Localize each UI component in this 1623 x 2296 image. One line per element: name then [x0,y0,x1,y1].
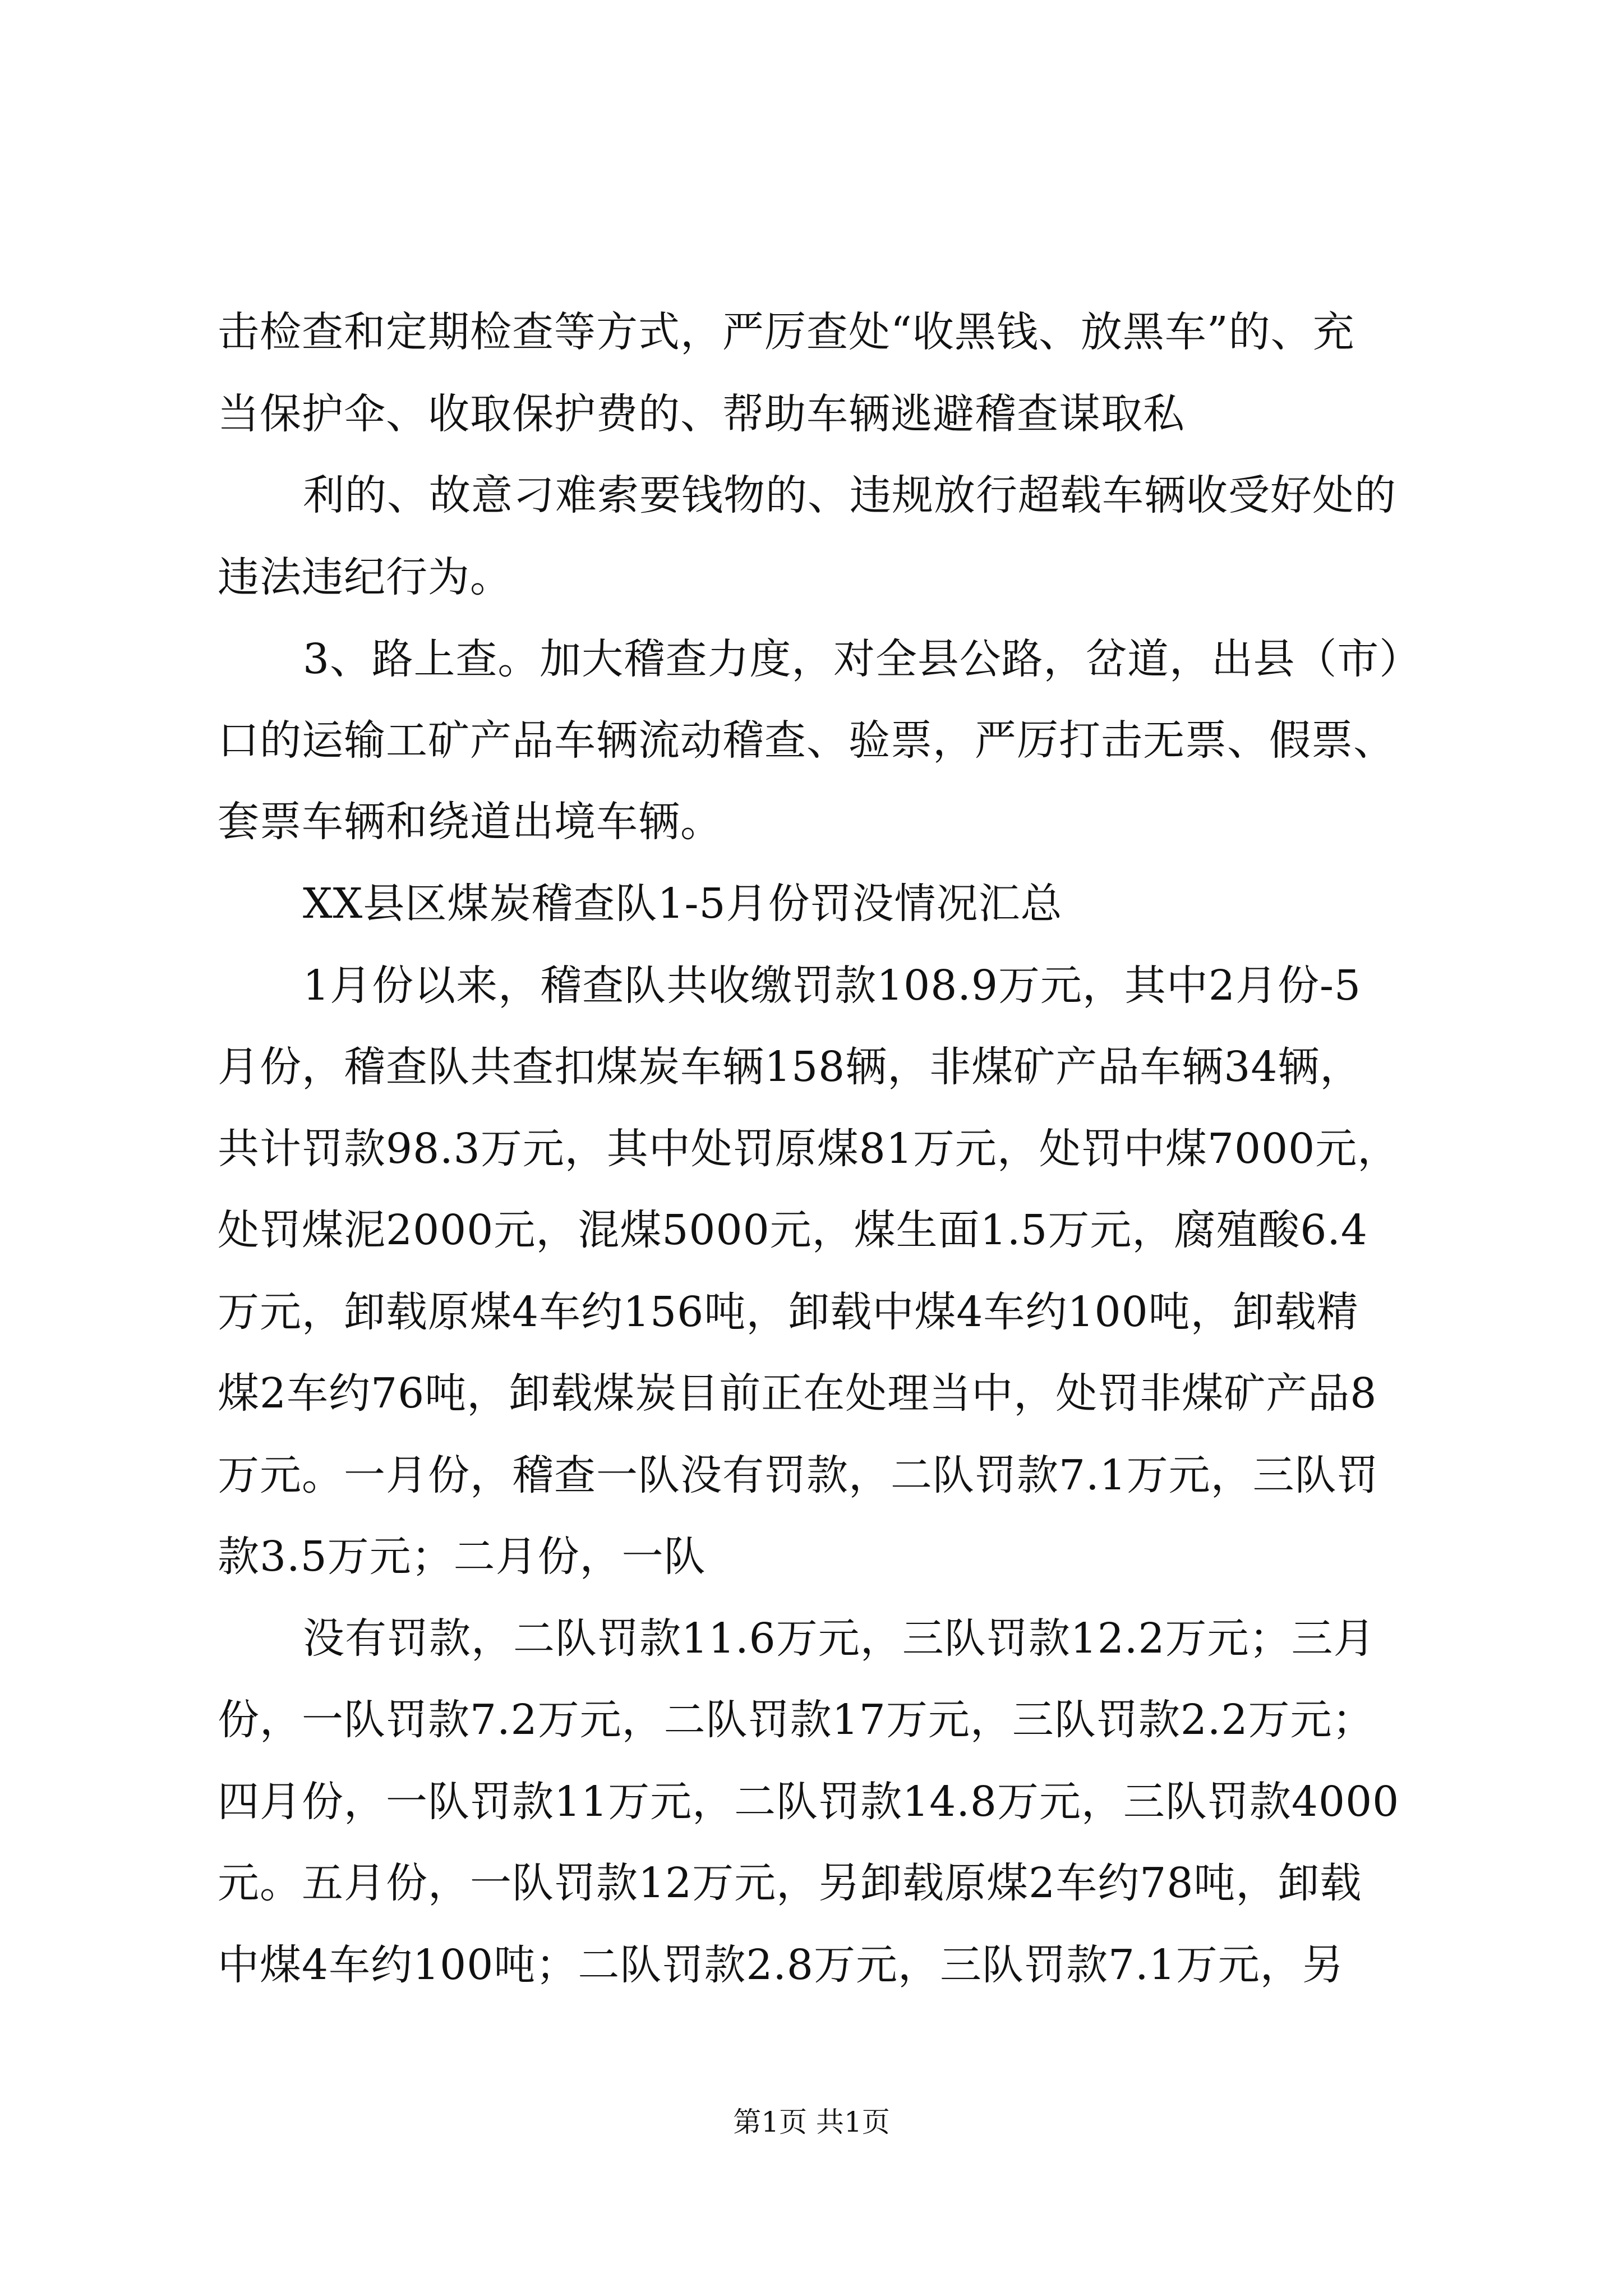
text-line: 处罚煤泥2000元，混煤5000元，煤生面1.5万元，腐殖酸6.4 [218,1206,1368,1254]
text-line: 月份，稽查队共查扣煤炭车辆158辆，非煤矿产品车辆34辆， [218,1043,1362,1091]
section-heading: XX县区煤炭稽查队1-5月份罚没情况汇总 [303,880,1063,928]
text-line: 利的、故意刁难索要钱物的、违规放行超载车辆收受好处的 [303,471,1396,519]
text-line: 1月份以来，稽查队共收缴罚款108.9万元，其中2月份-5 [303,961,1362,1010]
text-line: 份，一队罚款7.2万元，二队罚款17万元，三队罚款2.2万元； [218,1696,1375,1744]
text-line: 元。五月份，一队罚款12万元，另卸载原煤2车约78吨，卸载 [218,1859,1362,1907]
text-line: 万元，卸载原煤4车约156吨，卸载中煤4车约100吨，卸载精 [218,1288,1359,1336]
text-line: 煤2车约76吨，卸载煤炭目前正在处理当中，处罚非煤矿产品8 [218,1369,1377,1418]
text-line: 款3.5万元；二月份，一队 [218,1533,706,1581]
page-number-footer: 第1页 共1页 [733,2106,890,2138]
text-line: 中煤4车约100吨；二队罚款2.8万元，三队罚款7.1万元，另 [218,1941,1344,1989]
text-line: 击检查和定期检查等方式，严厉查处“收黑钱、放黑车”的、充 [218,308,1355,356]
text-line: 口的运输工矿产品车辆流动稽查、验票，严厉打击无票、假票、 [218,716,1395,765]
text-line: 没有罚款，二队罚款11.6万元，三队罚款12.2万元；三月 [303,1614,1376,1663]
text-line: 3、路上查。加大稽查力度，对全县公路，岔道，出县（市） [303,635,1422,683]
text-line: 四月份，一队罚款11万元，二队罚款14.8万元，三队罚款4000 [218,1778,1400,1826]
text-line: 万元。一月份，稽查一队没有罚款，二队罚款7.1万元，三队罚 [218,1451,1379,1499]
text-line: 套票车辆和绕道出境车辆。 [218,798,722,846]
text-line: 当保护伞、收取保护费的、帮助车辆逃避稽查谋取私 [218,390,1185,438]
text-line: 违法违纪行为。 [218,553,512,601]
text-line: 共计罚款98.3万元，其中处罚原煤81万元，处罚中煤7000元， [218,1125,1400,1173]
